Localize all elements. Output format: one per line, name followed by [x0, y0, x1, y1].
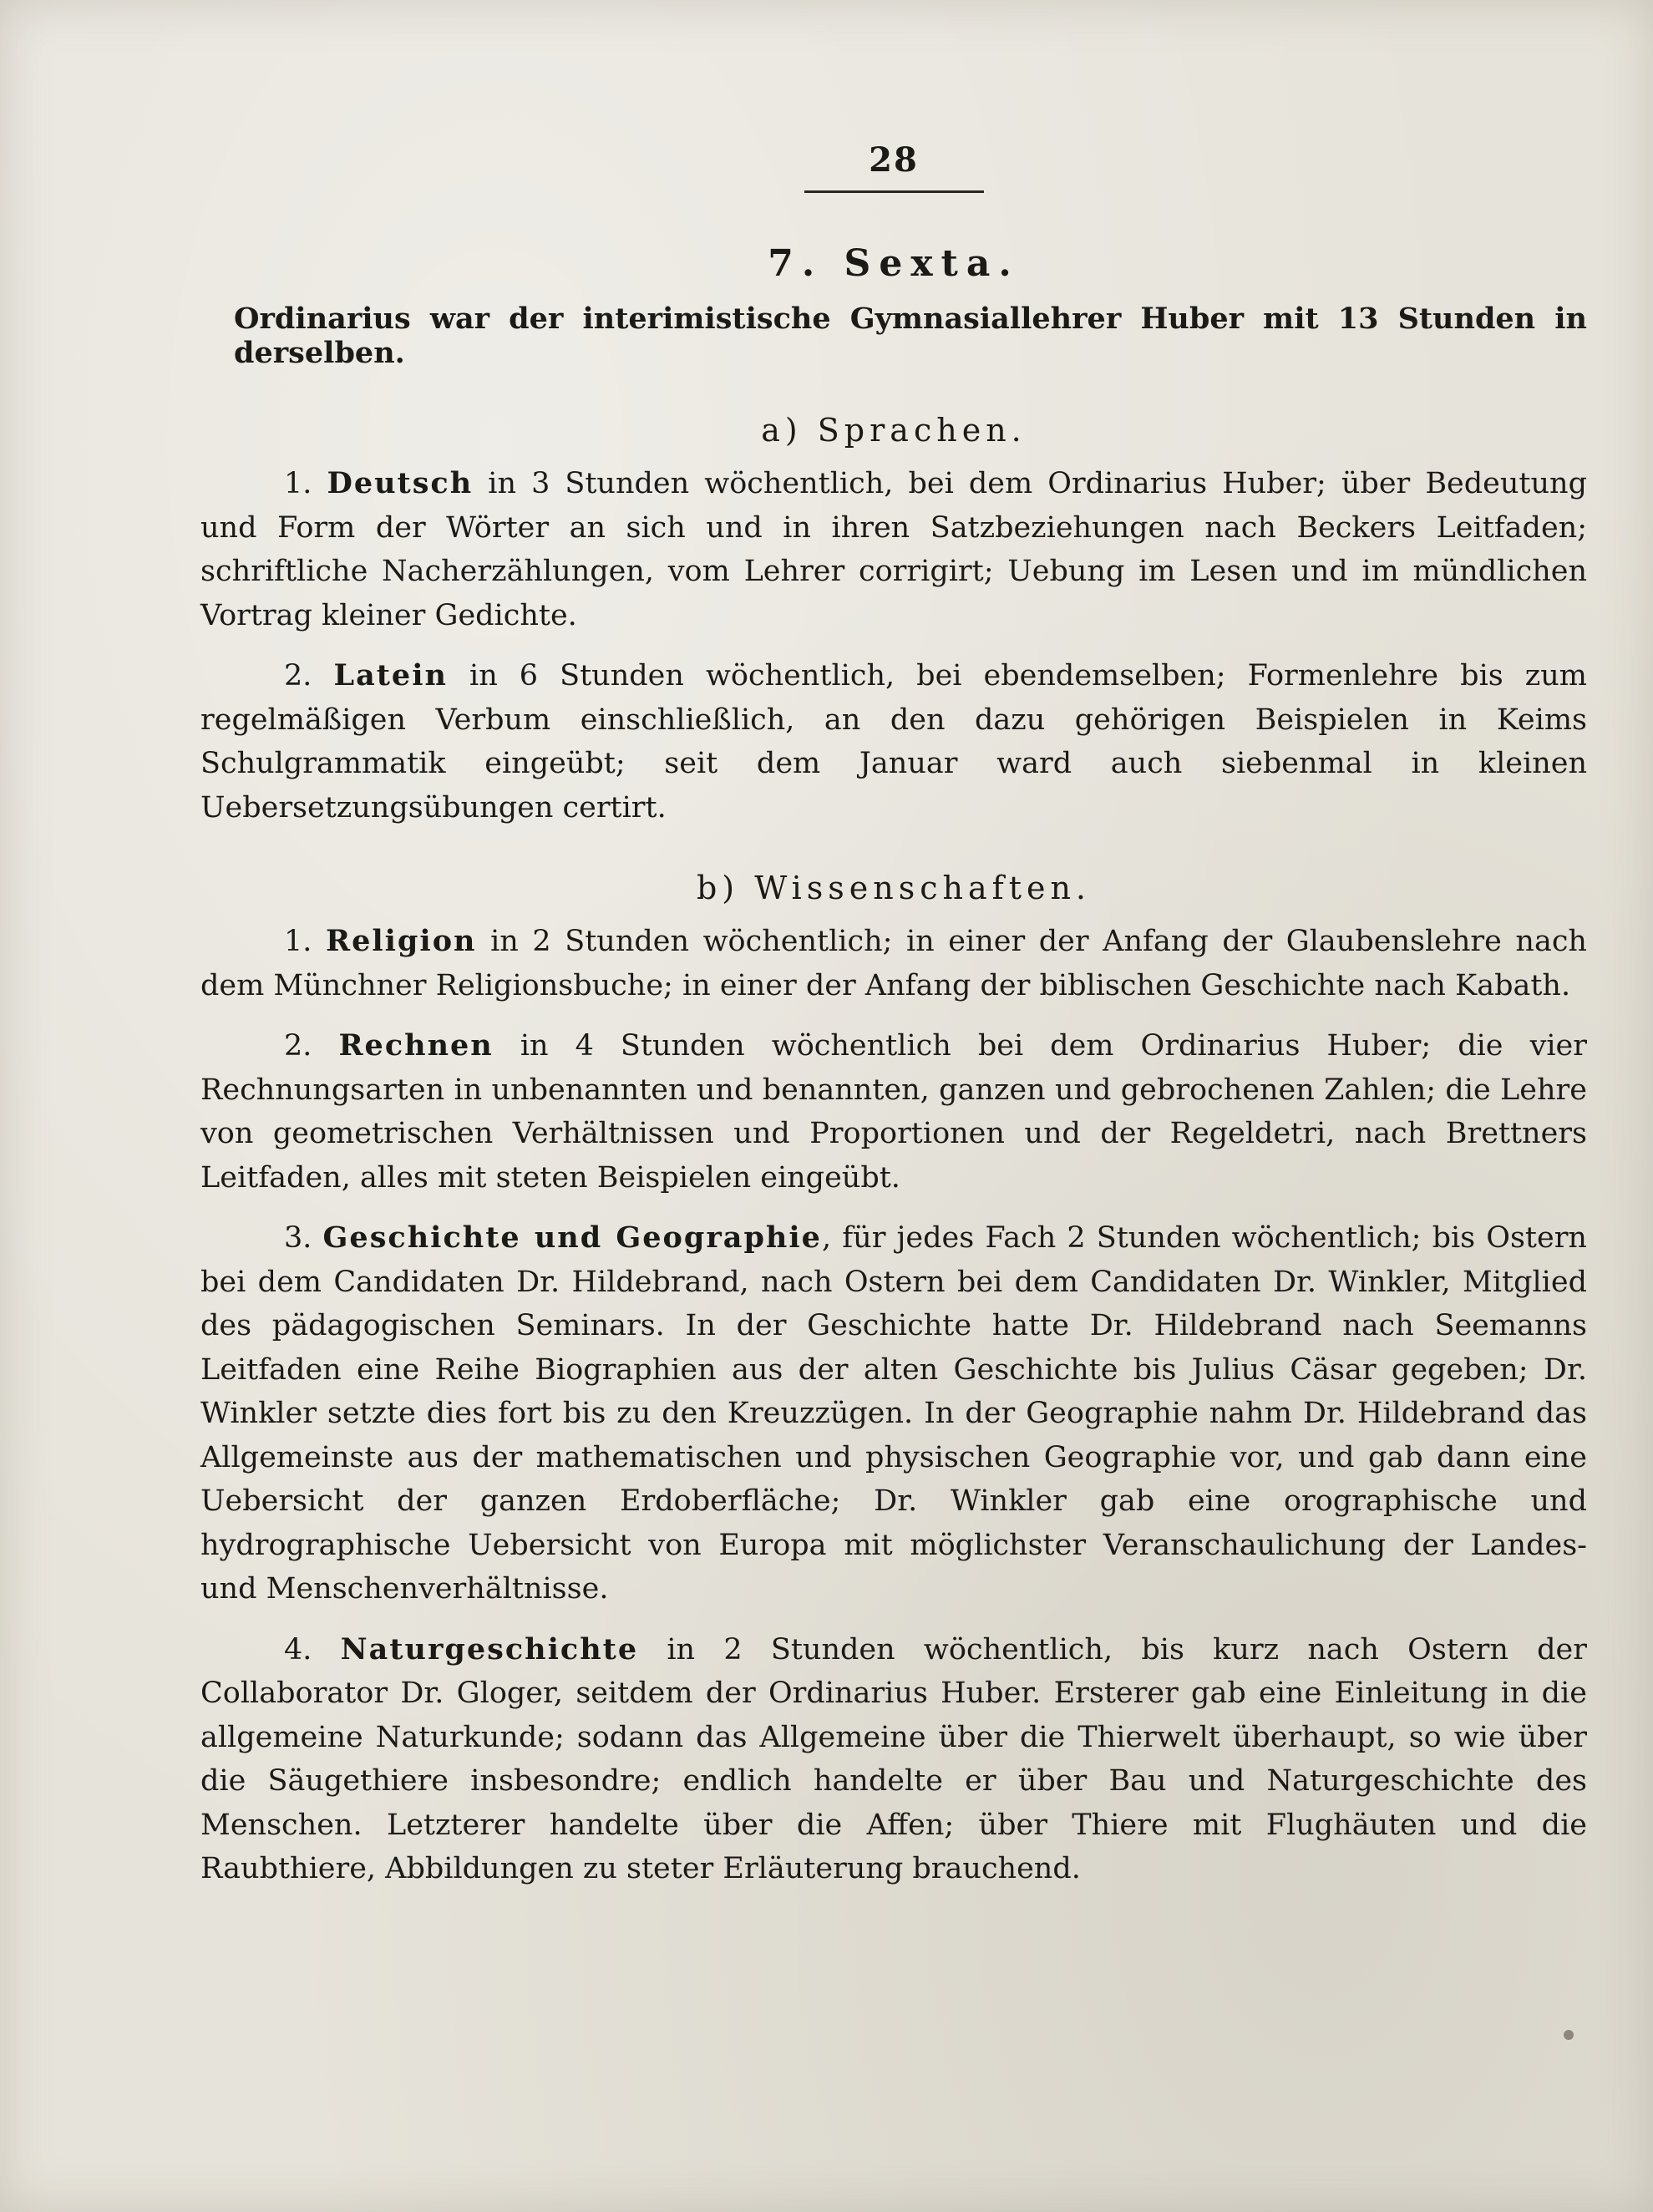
paragraph-lead: Geschichte und Geographie [322, 1220, 822, 1255]
paragraph-number: 1. [284, 925, 312, 958]
subheading-b: b) Wissenschaften. [696, 870, 1092, 906]
paragraph-lead: Naturgeschichte [340, 1631, 639, 1667]
paragraph-number: 3. [284, 1221, 312, 1255]
paragraph-lead: Religion [325, 924, 477, 958]
paragraph-number: 4. [284, 1632, 312, 1667]
paragraph-number: 2. [284, 659, 312, 693]
header-rule [804, 190, 984, 193]
paragraph-text: in 4 Stunden wöchentlich bei dem Ordinarius Huber; die vier Rechnungsarten in unbenannten und benannten, ganzen und gebrochenen Zahlen; die Lehre von geometrischen Verhältnissen und Proportionen und der Regeldetri, nach Brettners Leitfaden, alles mit steten Beispielen eingeübt. [200, 1029, 1587, 1195]
page-number: 28 [869, 140, 919, 180]
paragraph-geschichte [200, 1216, 1587, 1611]
paragraph-text: in 2 Stunden wöchentlich; in einer der Anfang der Glaubenslehre nach dem Münchner Religionsbuche; in einer der Anfang der biblischen Geschichte nach Kabath. [200, 925, 1587, 1002]
paragraph-naturgeschichte [200, 1628, 1587, 1891]
paragraph-text: , für jedes Fach 2 Stunden wöchentlich; bis Ostern bei dem Candidaten Dr. Hildebrand, nach Ostern bei dem Candidaten Dr. Winkler, Mitglied des pädagogischen Seminars. In der Geschichte hatte Dr. Hildebrand nach Seemanns Leitfaden eine Reihe Biographien aus der alten Geschichte bis Julius Cäsar gegeben; Dr. Winkler setzte dies fort bis zu den Kreuzzügen. In der Geographie nahm Dr. Hildebrand das Allgemeinste aus der mathematischen und physischen Geographie vor, und gab dann eine Uebersicht der ganzen Erdoberfläche; Dr. Winkler gab eine orographische und hydrographische Uebersicht von Europa mit möglichster Veranschaulichung der Landes- und Menschenverhältnisse. [200, 1221, 1587, 1606]
paragraph-religion [200, 920, 1587, 1007]
section-subtitle: Ordinarius war der interimistische Gymnasiallehrer Huber mit 13 Stunden in derselben. [234, 302, 1587, 370]
paragraph-text: in 2 Stunden wöchentlich, bis kurz nach Ostern der Collaborator Dr. Gloger, seitdem der Ordinarius Huber. Ersterer gab eine Einleitung in die allgemeine Naturkunde; sodann das Allgemeine über die Thierwelt überhaupt, so wie über die Säugethiere insbesondre; endlich handelte er über Bau und Naturgeschichte des Menschen. Letzterer handelte über die Affen; über Thiere mit Flughäuten und die Raubthiere, Abbildungen zu steter Erläuterung brauchend. [200, 1632, 1587, 1885]
paragraph-latein [200, 654, 1587, 830]
paragraph-number: 2. [284, 1029, 312, 1063]
section-title: 7. Sexta. [768, 242, 1020, 285]
paragraph-lead: Rechnen [338, 1028, 494, 1063]
paragraph-number: 1. [284, 467, 312, 500]
paragraph-lead: Latein [333, 658, 448, 693]
text-block [200, 242, 1587, 1908]
paragraph-lead: Deutsch [327, 466, 474, 500]
ink-spot [1564, 2030, 1574, 2040]
subheading-a: a) Sprachen. [761, 412, 1027, 449]
paragraph-text: in 6 Stunden wöchentlich, bei ebendemselben; Formenlehre bis zum regelmäßigen Verbum einschließlich, an den dazu gehörigen Beispielen in Keims Schulgrammatik eingeübt; seit dem Januar ward auch siebenmal in kleinen Uebersetzungsübungen certirt. [200, 659, 1587, 824]
paragraph-rechnen [200, 1024, 1587, 1200]
paragraph-deutsch [200, 462, 1587, 637]
paragraph-text: in 3 Stunden wöchentlich, bei dem Ordinarius Huber; über Bedeutung und Form der Wörter an sich und in ihren Satzbeziehungen nach Beckers Leitfaden; schriftliche Nacherzählungen, vom Lehrer corrigirt; Uebung im Lesen und im mündlichen Vortrag kleiner Gedichte. [200, 467, 1587, 632]
